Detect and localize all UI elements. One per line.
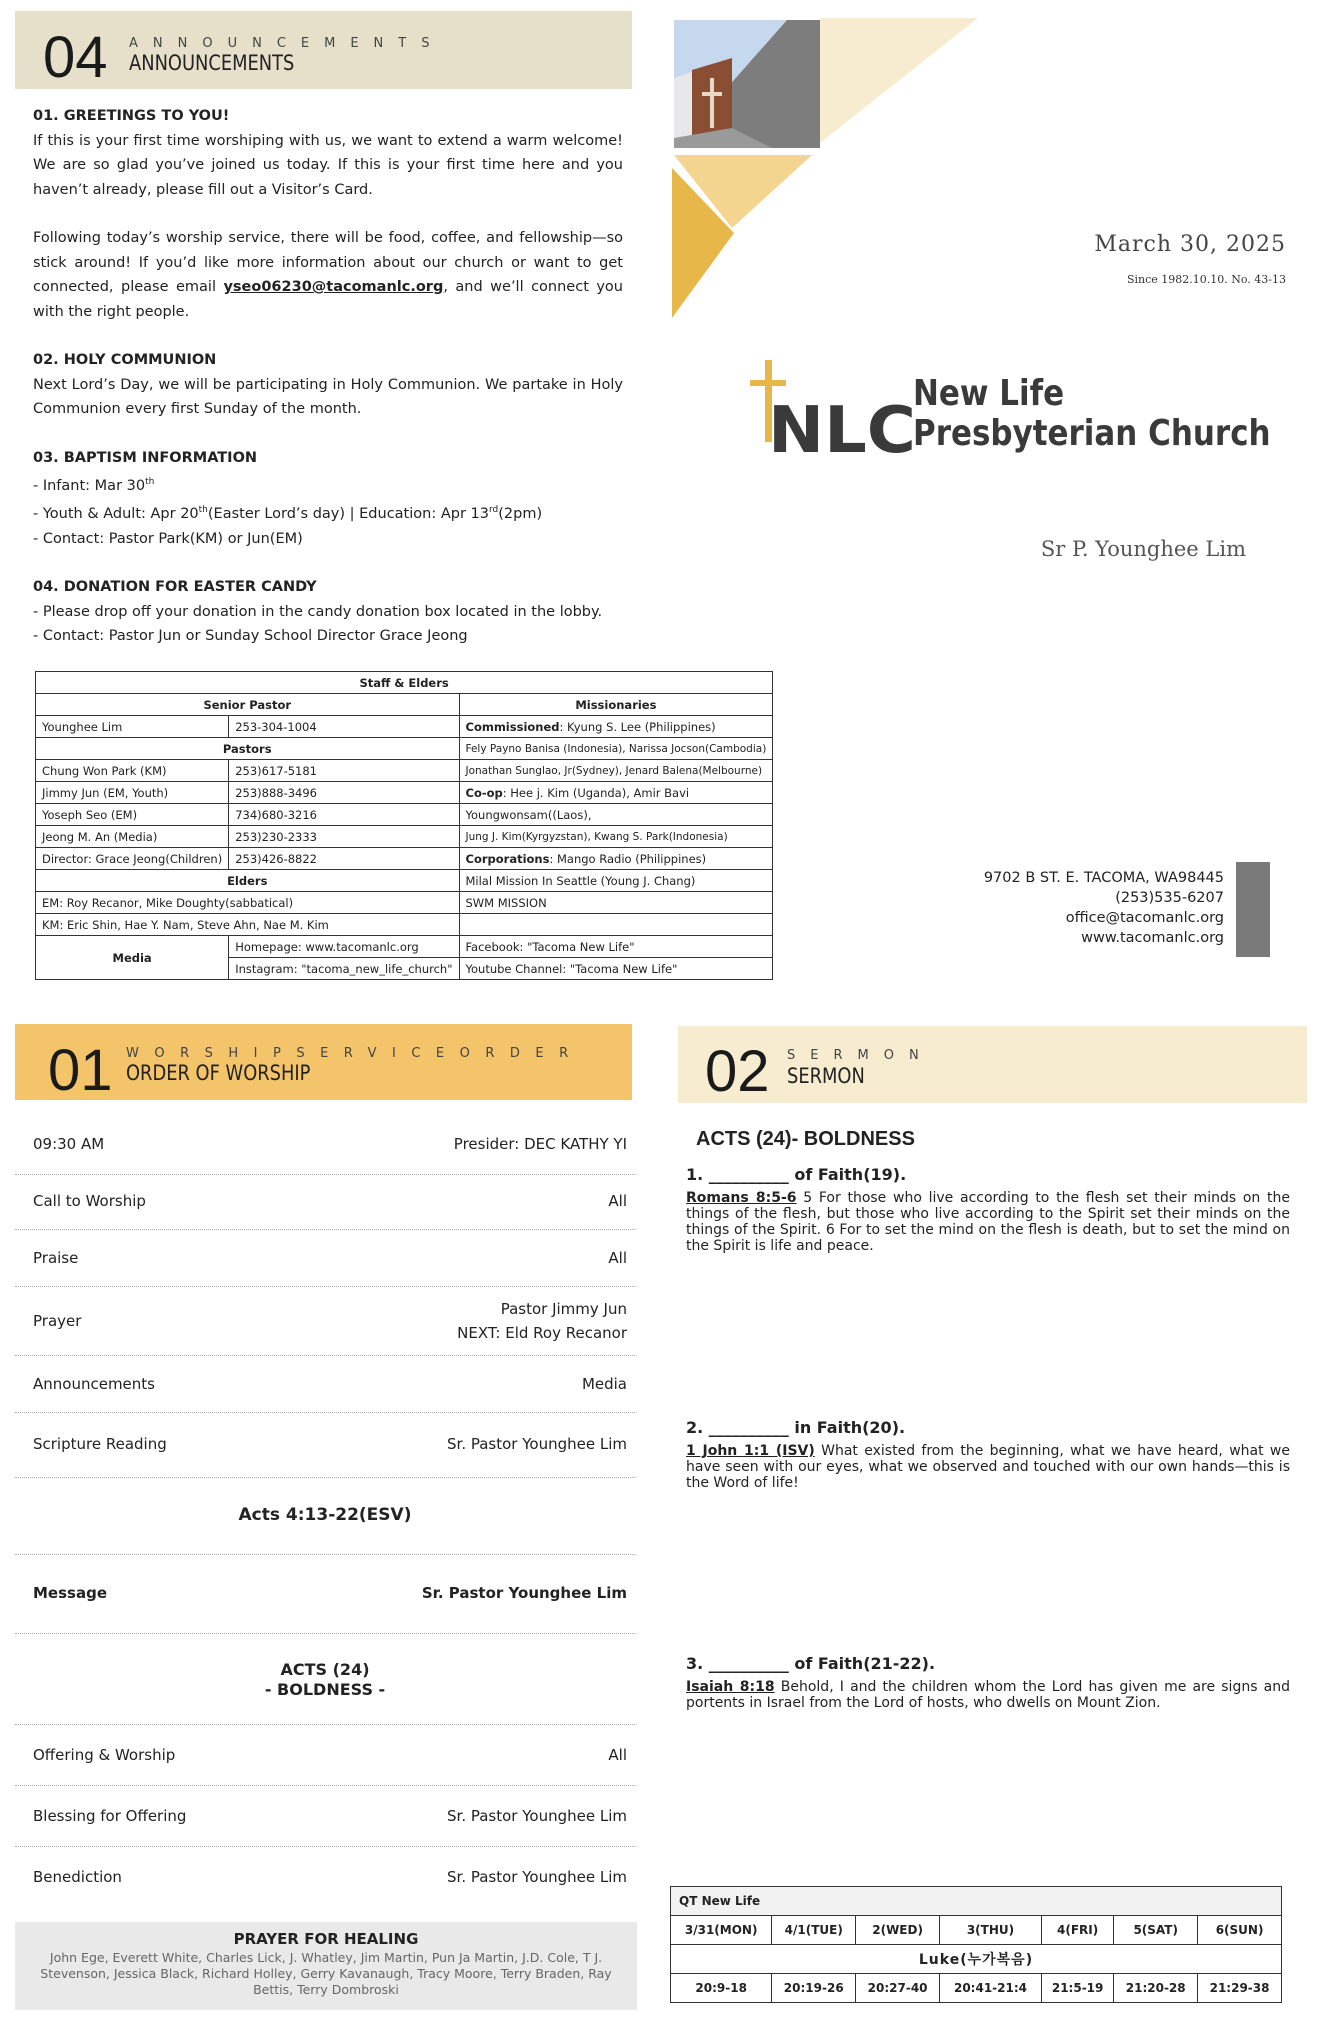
qt-day: 6(SUN) <box>1198 1916 1282 1945</box>
text-span: (Easter Lord’s day) | Education: Apr 13 <box>207 506 489 523</box>
announcement-line: - Contact: Pastor Park(KM) or Jun(EM) <box>33 530 303 547</box>
senior-pastor: Sr P. Younghee Lim <box>1040 537 1246 561</box>
item-leader: Media <box>581 1375 627 1393</box>
qt-verse: 20:27-40 <box>856 1974 940 2003</box>
item-label: Offering & Worship <box>33 1746 176 1764</box>
text-span: (2pm) <box>498 506 543 523</box>
section-title: ANNOUNCEMENTS <box>129 51 295 75</box>
worship-item <box>15 1175 635 1230</box>
decorative-bar <box>1236 862 1270 957</box>
text-span: - Youth & Adult: Apr 20 <box>33 506 199 523</box>
media-head: Media <box>36 936 229 980</box>
pastor-phone: 253)230-2333 <box>229 826 459 848</box>
worship-item <box>15 1230 635 1287</box>
text-span: - Infant: Mar 30 <box>33 477 146 494</box>
announcement-greetings <box>33 104 623 324</box>
text-span: , and we’ll connect you with the right people. <box>33 279 623 320</box>
pastor-phone: 253)426-8822 <box>229 848 459 870</box>
text-span: : Kyung S. Lee (Philippines) <box>559 719 716 734</box>
label: Commissioned <box>465 719 560 734</box>
announcement-line <box>33 498 623 526</box>
qt-day: 4(FRI) <box>1041 1916 1113 1945</box>
staff-table <box>35 671 773 980</box>
elder-row: EM: Roy Recanor, Mike Doughty(sabbatical) <box>36 892 460 914</box>
sup: th <box>198 505 208 516</box>
missionary-cell: Fely Payno Banisa (Indonesia), Narissa Jocson(Cambodia) <box>459 738 773 760</box>
item-label: Message <box>33 1584 107 1602</box>
phone: (253)535-6207 <box>1115 890 1224 906</box>
missionary-cell: Jung J. Kim(Kyrgyzstan), Kwang S. Park(Indonesia) <box>459 826 773 848</box>
item-label: Announcements <box>33 1375 155 1393</box>
cover-tiles <box>672 18 992 318</box>
announcement-communion <box>33 348 623 422</box>
section-spaced-label: ANNOUNCEMENTS <box>129 36 445 51</box>
missionary-cell <box>459 782 773 804</box>
cover-tiles-graphic <box>672 18 992 318</box>
prayer-names: John Ege, Everett White, Charles Lick, J. Whatley, Jim Martin, Pun Ja Martin, J.D. Cole, T J. Stevenson, Jessica Black, Richard Holley, Gerry Kavanaugh, Tracy Moore, Terry Braden, Ray Bettis, Terry Dombroski <box>40 1950 612 1997</box>
announcement-heading: 02. HOLY COMMUNION <box>33 352 217 368</box>
pastor-phone: 253)617-5181 <box>229 760 459 782</box>
empty-cell <box>459 914 773 936</box>
church-address <box>984 868 1224 948</box>
section-title: SERMON <box>787 1064 865 1088</box>
qt-book: Luke(누가복음) <box>671 1945 1282 1974</box>
service-time: 09:30 AM <box>33 1135 105 1153</box>
point-heading: 1. __________ of Faith(19). <box>686 1165 907 1184</box>
announcement-heading: 03. BAPTISM INFORMATION <box>33 449 258 466</box>
announcement-text <box>33 226 623 324</box>
item-leader: All <box>608 1746 627 1764</box>
qt-day: 2(WED) <box>856 1916 940 1945</box>
label: Corporations <box>465 851 550 866</box>
announcement-text: Next Lord’s Day, we will be participating in Holy Communion. We partake in Holy Communion every first Sunday of the month. <box>33 376 623 417</box>
announcement-line: - Contact: Pastor Jun or Sunday School Director Grace Jeong <box>33 628 468 645</box>
announcements-header <box>15 11 632 89</box>
leader-line: Pastor Jimmy Jun <box>500 1300 627 1318</box>
address-line: 9702 B ST. E. TACOMA, WA98445 <box>983 870 1224 886</box>
qt-day: 4/1(TUE) <box>772 1916 856 1945</box>
qt-verse: 21:5-19 <box>1041 1974 1113 2003</box>
sermon-point <box>686 1418 1290 1491</box>
text-span: Following today’s worship service, there will be food, coffee, and fellowship—so stick around! If you’d like more information about our church or want to get connected, please email <box>33 230 623 295</box>
pastors-head: Pastors <box>36 738 460 760</box>
sermon-title-line1: ACTS (24) <box>280 1660 370 1679</box>
qt-day: 3/31(MON) <box>671 1916 772 1945</box>
sermon-point <box>686 1654 1290 1711</box>
announcement-text: If this is your first time worshiping with us, we want to extend a warm welcome! We are so glad you’ve joined us today. If this is your first time here and you haven’t already, please fill out a Visitor’s Card. <box>33 132 623 198</box>
scripture-ref: 1 John 1:1 (ISV) <box>686 1443 815 1459</box>
media-cell: Homepage: www.tacomanlc.org <box>229 936 459 958</box>
missionaries-head: Missionaries <box>459 694 773 716</box>
worship-item <box>15 1725 635 1786</box>
qt-verse: 21:29-38 <box>1198 1974 1282 2003</box>
missionary-cell: SWM MISSION <box>459 892 773 914</box>
pastor-phone: 734)680-3216 <box>229 804 459 826</box>
verse-text: What existed from the beginning, what we have heard, what we have seen with our eyes, what we observed and touched with our own hands—this is the Word of life! <box>686 1443 1290 1491</box>
point-verse <box>686 1443 1290 1491</box>
leader-next: NEXT: Eld Roy Recanor <box>457 1324 627 1342</box>
website-link[interactable]: www.tacomanlc.org <box>1081 930 1224 946</box>
pastor-phone: 253)888-3496 <box>229 782 459 804</box>
item-leader: Sr. Pastor Younghee Lim <box>447 1868 627 1886</box>
media-cell: Youtube Channel: "Tacoma New Life" <box>459 958 773 980</box>
point-heading: 2. __________ in Faith(20). <box>686 1418 906 1437</box>
senior-pastor-name: Younghee Lim <box>36 716 229 738</box>
announcement-donation <box>33 575 623 649</box>
logo-mark <box>748 358 918 468</box>
pastor-name: Chung Won Park (KM) <box>36 760 229 782</box>
scripture-passage <box>15 1478 635 1555</box>
worship-item <box>15 1287 635 1356</box>
sup: th <box>145 477 155 487</box>
section-spaced-label: WORSHIPSERVICEORDER <box>126 1046 584 1061</box>
item-leader: Sr. Pastor Younghee Lim <box>447 1807 627 1825</box>
worship-item <box>15 1786 635 1847</box>
verse-text: 5 For those who live according to the flesh set their minds on the things of the flesh, but those who live according to the Spirit set their minds on the things of the Spirit. 6 For to set the mind on the flesh is death, but to set the mind on the Spirit is life and peace. <box>686 1190 1290 1254</box>
text-span: : Mango Radio (Philippines) <box>549 851 707 866</box>
sermon-heading: ACTS (24)- BOLDNESS <box>696 1128 915 1150</box>
scripture-ref: Isaiah 8:18 <box>686 1679 775 1695</box>
item-label: Prayer <box>33 1312 82 1330</box>
worship-item <box>15 1413 635 1478</box>
sup: rd <box>488 505 499 516</box>
elders-head: Elders <box>36 870 460 892</box>
text-span: : Hee j. Kim (Uganda), Amir Bavi <box>502 785 690 800</box>
church-name-line2: Presbyterian Church <box>913 413 1271 454</box>
qt-verse: 20:41-21:4 <box>940 1974 1042 2003</box>
section-number: 01 <box>48 1038 113 1103</box>
worship-item <box>15 1847 635 1907</box>
pastor-name: Jeong M. An (Media) <box>36 826 229 848</box>
sermon-title-block <box>15 1634 635 1725</box>
tile-cream <box>820 18 978 143</box>
presider: Presider: DEC KATHY YI <box>453 1135 627 1153</box>
worship-time-row <box>15 1120 635 1175</box>
item-label: Benediction <box>33 1868 122 1886</box>
pastor-name: Director: Grace Jeong(Children) <box>36 848 229 870</box>
verse-text: Behold, I and the children whom the Lord has given me are signs and portents in Israel from the Lord of hosts, who dwells on Mount Zion. <box>686 1679 1290 1711</box>
section-number: 04 <box>43 25 108 90</box>
announcements-body <box>33 104 623 673</box>
missionary-cell <box>459 716 773 738</box>
item-label: Scripture Reading <box>33 1435 167 1453</box>
pastor-name: Yoseph Seo (EM) <box>36 804 229 826</box>
logo-letters: NLC <box>768 394 916 468</box>
item-leader: Sr. Pastor Younghee Lim <box>421 1584 627 1602</box>
media-cell: Facebook: "Tacoma New Life" <box>459 936 773 958</box>
media-cell: Instagram: "tacoma_new_life_church" <box>229 958 459 980</box>
announcement-line <box>33 470 623 498</box>
sermon-point <box>686 1165 1290 1254</box>
missionary-cell: Youngwonsam((Laos), <box>459 804 773 826</box>
item-label: Call to Worship <box>33 1192 146 1210</box>
elder-row: KM: Eric Shin, Hae Y. Nam, Steve Ahn, Nae M. Kim <box>36 914 460 936</box>
section-number: 02 <box>705 1039 770 1104</box>
email-link[interactable]: office@tacomanlc.org <box>1065 910 1224 926</box>
church-logo <box>748 358 1271 468</box>
announcement-heading: 04. DONATION FOR EASTER CANDY <box>33 579 317 596</box>
bulletin-since: Since 1982.10.10. No. 43-13 <box>1126 273 1286 286</box>
qt-table <box>670 1886 1282 2003</box>
point-verse <box>686 1679 1290 1711</box>
staff-table-title: Staff & Elders <box>36 672 773 694</box>
qt-day: 5(SAT) <box>1114 1916 1198 1945</box>
senior-pastor-head: Senior Pastor <box>36 694 460 716</box>
qt-day: 3(THU) <box>940 1916 1042 1945</box>
scripture-ref: Romans 8:5-6 <box>686 1190 797 1206</box>
announcement-baptism <box>33 446 623 552</box>
section-spaced-label: SERMON <box>787 1048 934 1063</box>
item-label: Blessing for Offering <box>33 1807 187 1825</box>
qt-title: QT New Life <box>671 1887 1282 1916</box>
point-verse <box>686 1190 1290 1254</box>
scripture-ref: Acts 4:13-22(ESV) <box>238 1505 412 1525</box>
item-label: Praise <box>33 1249 79 1267</box>
missionary-cell: Jonathan Sunglao, Jr(Sydney), Jenard Balena(Melbourne) <box>459 760 773 782</box>
section-title: ORDER OF WORSHIP <box>126 1061 311 1085</box>
pastor-name: Jimmy Jun (EM, Youth) <box>36 782 229 804</box>
label: Co-op <box>465 785 503 800</box>
church-name-line1: New Life <box>913 373 1065 414</box>
announcement-line: - Please drop off your donation in the candy donation box located in the lobby. <box>33 603 603 620</box>
qt-verse: 20:9-18 <box>671 1974 772 2003</box>
missionary-cell <box>459 848 773 870</box>
item-leader: All <box>608 1192 627 1210</box>
message-row <box>15 1555 635 1634</box>
item-leader: All <box>608 1249 627 1267</box>
sermon-header <box>678 1026 1307 1103</box>
prayer-for-healing <box>15 1922 637 2010</box>
bulletin-date: March 30, 2025 <box>1094 232 1286 257</box>
item-leader: Sr. Pastor Younghee Lim <box>447 1435 627 1453</box>
point-heading: 3. __________ of Faith(21-22). <box>686 1654 936 1673</box>
qt-verse: 21:20-28 <box>1114 1974 1198 2003</box>
prayer-heading: PRAYER FOR HEALING <box>233 1930 419 1948</box>
announcement-heading: 01. GREETINGS TO YOU! <box>33 108 230 124</box>
email-link[interactable]: yseo06230@tacomanlc.org <box>223 279 444 295</box>
qt-verse: 20:19-26 <box>772 1974 856 2003</box>
senior-pastor-phone: 253-304-1004 <box>229 716 459 738</box>
item-leader <box>457 1297 627 1345</box>
church-name <box>913 374 1271 454</box>
worship-item <box>15 1356 635 1413</box>
missionary-cell: Milal Mission In Seattle (Young J. Chang) <box>459 870 773 892</box>
worship-header <box>15 1024 632 1103</box>
sermon-title-line2: - BOLDNESS - <box>264 1680 386 1699</box>
